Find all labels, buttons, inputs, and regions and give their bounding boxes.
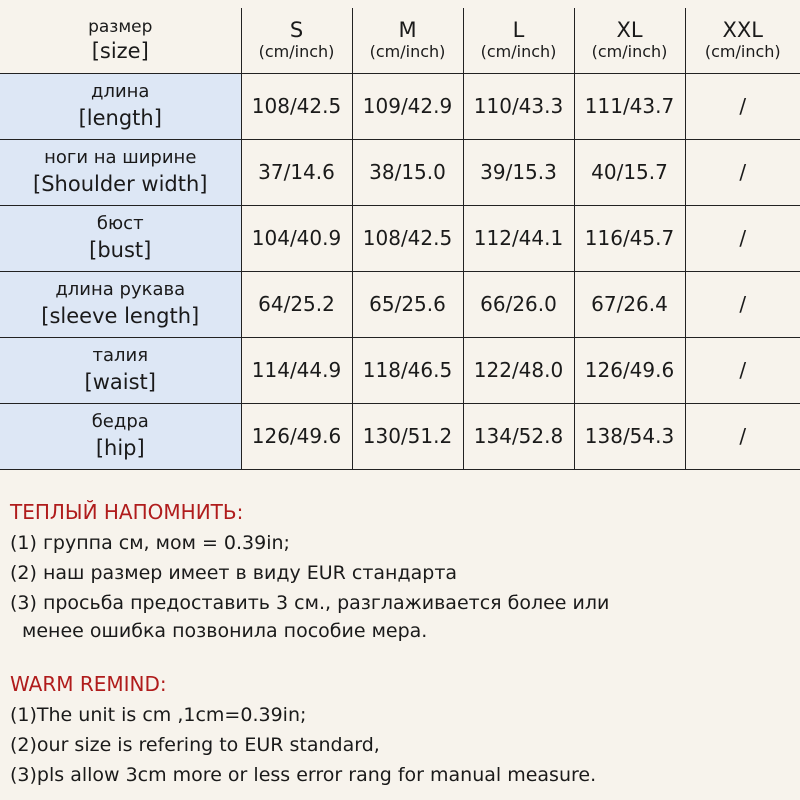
size-name: M xyxy=(398,18,417,43)
table-row-shoulder-width xyxy=(0,139,800,205)
value-cell: 66/26.0 xyxy=(463,271,574,337)
en-reminder-line-3: (3)pls allow 3cm more or less error rang for manual measure. xyxy=(10,764,597,786)
row-label-ru: бедра xyxy=(91,411,149,432)
row-label-ru: талия xyxy=(92,345,149,366)
unit-label: (cm/inch) xyxy=(591,42,668,62)
value-cell: 37/14.6 xyxy=(241,139,352,205)
size-name: XL xyxy=(616,18,643,43)
value-cell: 104/40.9 xyxy=(241,205,352,271)
en-reminder-line-1: (1)The unit is cm ,1cm=0.39in; xyxy=(10,704,307,726)
value-cell: 65/25.6 xyxy=(352,271,463,337)
size-col-s xyxy=(241,8,352,73)
value-cell: / xyxy=(685,73,800,139)
value-cell: 134/52.8 xyxy=(463,403,574,469)
value-cell: 108/42.5 xyxy=(241,73,352,139)
row-label xyxy=(0,337,241,403)
row-label-ru: длина рукава xyxy=(55,279,186,300)
table-row-sleeve-length xyxy=(0,271,800,337)
size-name: S xyxy=(289,18,304,43)
value-cell: 67/26.4 xyxy=(574,271,685,337)
size-col-xl xyxy=(574,8,685,73)
value-cell: 39/15.3 xyxy=(463,139,574,205)
size-col-xxl xyxy=(685,8,800,73)
unit-label: (cm/inch) xyxy=(704,42,781,62)
value-cell: 114/44.9 xyxy=(241,337,352,403)
value-cell: 110/43.3 xyxy=(463,73,574,139)
row-label xyxy=(0,139,241,205)
size-name: XXL xyxy=(722,18,763,43)
size-col-l xyxy=(463,8,574,73)
value-cell: 109/42.9 xyxy=(352,73,463,139)
row-label-en: [length] xyxy=(78,106,162,130)
ru-reminder-line-1: (1) группа см, мом = 0.39in; xyxy=(10,532,290,554)
value-cell: 40/15.7 xyxy=(574,139,685,205)
ru-reminder-line-3b: менее ошибка позвонила пособие мера. xyxy=(22,620,428,642)
ru-reminder-line-3a: (3) просьба предоставить 3 см., разглаживается более или xyxy=(10,592,610,614)
value-cell: 126/49.6 xyxy=(574,337,685,403)
table-row-waist xyxy=(0,337,800,403)
value-cell: / xyxy=(685,337,800,403)
unit-label: (cm/inch) xyxy=(369,42,446,62)
spacer xyxy=(10,644,795,668)
ru-reminder-title: ТЕПЛЫЙ НАПОМНИТЬ: xyxy=(10,500,244,524)
value-cell: 138/54.3 xyxy=(574,403,685,469)
value-cell: 64/25.2 xyxy=(241,271,352,337)
row-label-en: [Shoulder width] xyxy=(33,172,208,196)
size-col-m xyxy=(352,8,463,73)
value-cell: 122/48.0 xyxy=(463,337,574,403)
row-label-ru: бюст xyxy=(96,213,144,234)
row-label-en: [waist] xyxy=(84,370,156,394)
header-row xyxy=(0,8,800,73)
unit-label: (cm/inch) xyxy=(258,42,335,62)
row-label-ru: длина xyxy=(91,81,150,102)
value-cell: 38/15.0 xyxy=(352,139,463,205)
row-label-ru: ноги на ширине xyxy=(44,147,197,168)
unit-label: (cm/inch) xyxy=(480,42,557,62)
value-cell: 116/45.7 xyxy=(574,205,685,271)
row-label-en: [bust] xyxy=(89,238,152,262)
value-cell: / xyxy=(685,205,800,271)
value-cell: / xyxy=(685,271,800,337)
value-cell: 111/43.7 xyxy=(574,73,685,139)
size-chart-table xyxy=(0,8,800,470)
en-reminder-title: WARM REMIND: xyxy=(10,672,167,696)
row-label xyxy=(0,73,241,139)
value-cell: 130/51.2 xyxy=(352,403,463,469)
size-name: L xyxy=(512,18,525,43)
row-label-en: [sleeve length] xyxy=(41,304,200,328)
table-row-length xyxy=(0,73,800,139)
ru-reminder-line-3 xyxy=(10,588,795,644)
value-cell: 118/46.5 xyxy=(352,337,463,403)
row-label-en: [hip] xyxy=(95,436,145,460)
row-label xyxy=(0,205,241,271)
row-label xyxy=(0,403,241,469)
ru-reminder-line-2: (2) наш размер имеет в виду EUR стандарта xyxy=(10,562,458,584)
size-header-cell xyxy=(0,8,241,73)
table-row-hip xyxy=(0,403,800,469)
size-header-en: [size] xyxy=(91,39,149,64)
value-cell: 112/44.1 xyxy=(463,205,574,271)
reminder-notes xyxy=(10,496,795,790)
en-reminder-line-2: (2)our size is refering to EUR standard, xyxy=(10,734,380,756)
row-label xyxy=(0,271,241,337)
value-cell: / xyxy=(685,139,800,205)
table-row-bust xyxy=(0,205,800,271)
value-cell: / xyxy=(685,403,800,469)
value-cell: 126/49.6 xyxy=(241,403,352,469)
value-cell: 108/42.5 xyxy=(352,205,463,271)
size-header-ru: размер xyxy=(88,17,153,38)
